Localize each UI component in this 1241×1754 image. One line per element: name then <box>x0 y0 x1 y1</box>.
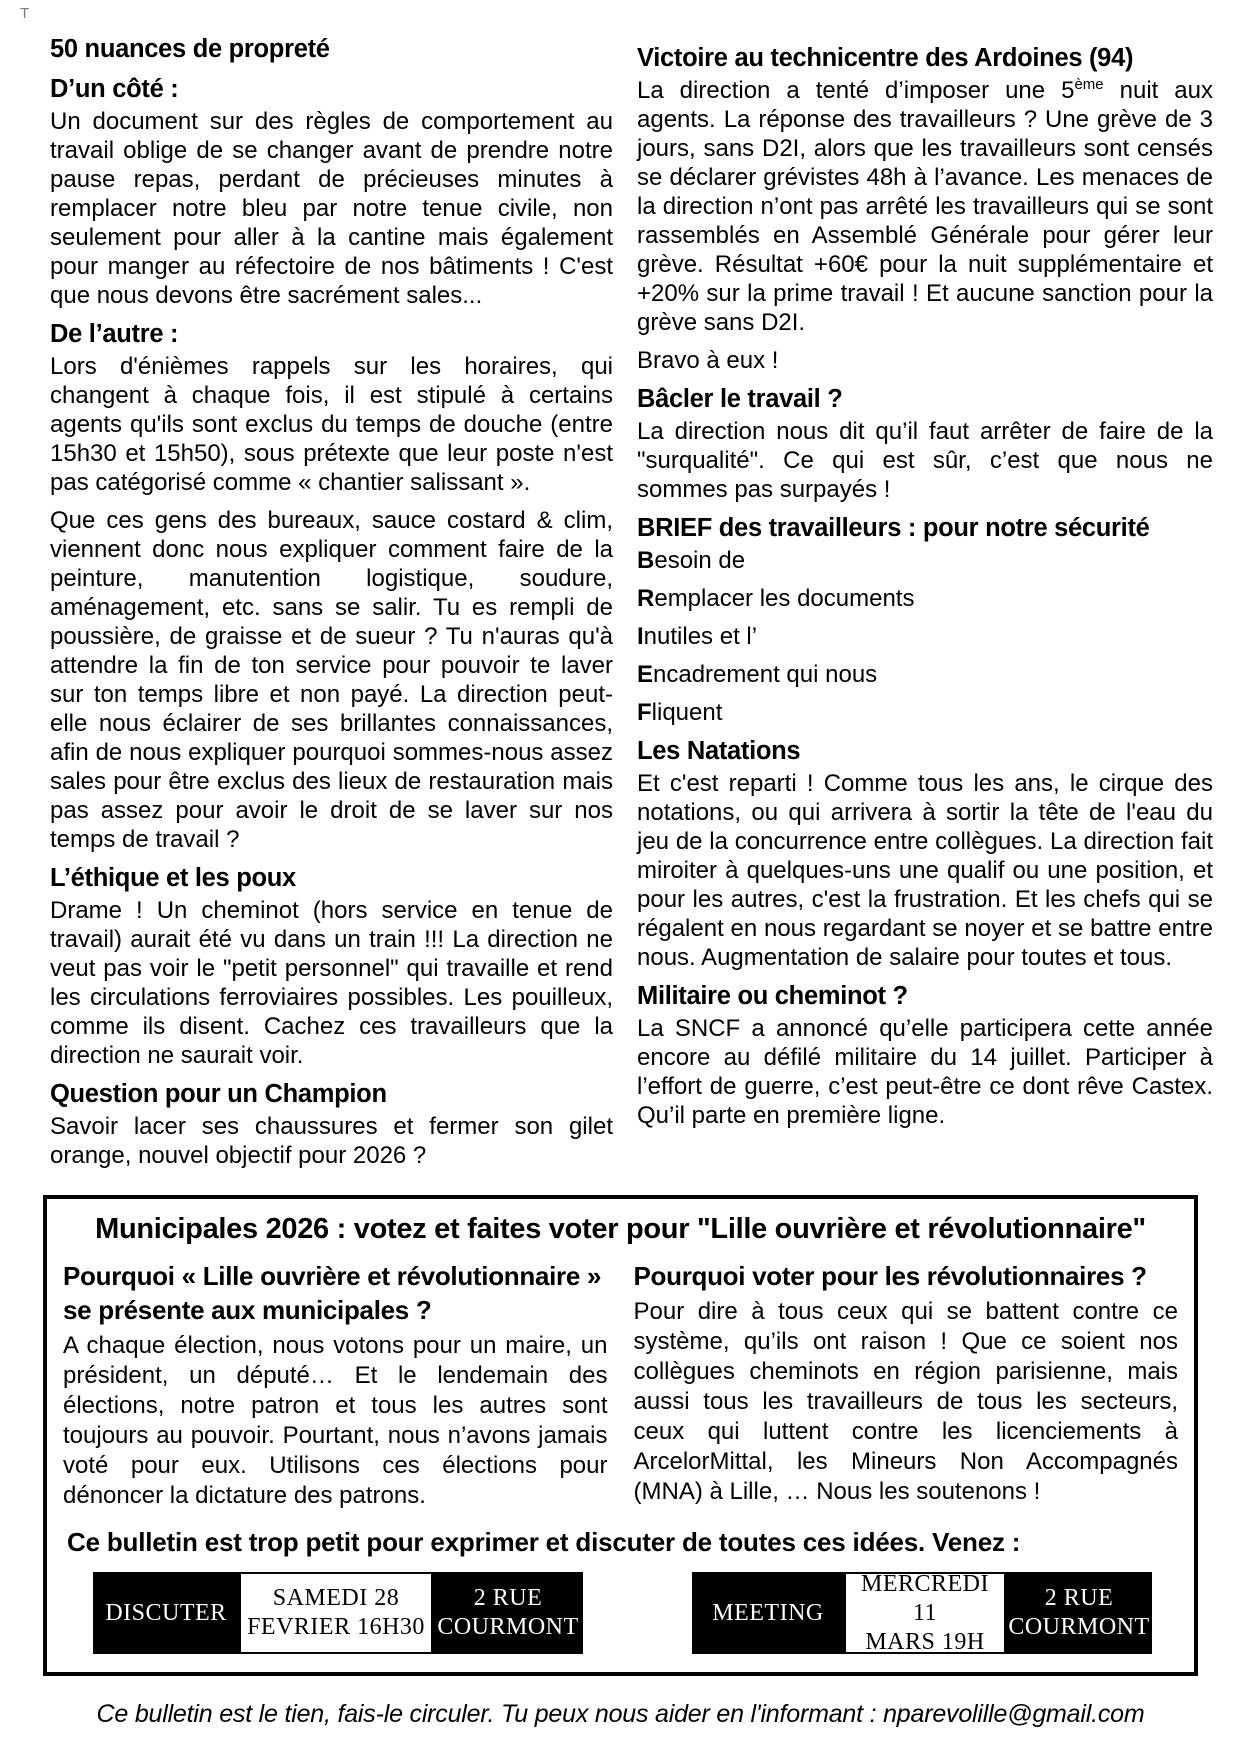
event-meeting-place-line1: 2 RUE <box>1044 1585 1114 1611</box>
event-discuter-date-line1: SAMEDI 28 <box>272 1585 400 1611</box>
brief-initial-r: R <box>637 585 655 612</box>
event-discuter-place-line2: COURMONT <box>437 1614 579 1640</box>
brief-line-i <box>637 622 1213 651</box>
paragraph-chaque-election: A chaque élection, nous votons pour un maire, un président, un député… Et le lendemain des élections, notre patron et tous les autres sont toujours au pouvoir. Pourtant, nous n’avons jamais voté pour eux. Utilisons ces élections pour dénoncer la dictature des patrons. <box>63 1332 608 1509</box>
paragraph-surqualite: La direction nous dit qu’il faut arrêter de faire de la "surqualité". Ce qui est sûr, c’est que nous ne sommes pas surpayés ! <box>637 418 1213 503</box>
heading-les-natations: Les Natations <box>637 737 801 765</box>
left-column <box>50 34 613 1179</box>
paragraph-gens-des-bureaux: Que ces gens des bureaux, sauce costard & clim, viennent donc nous expliquer comment faire de la peinture, manutention logistique, soudure, aménagement, etc. sans se salir. Tu es rempli de poussière, de graisse et de sueur ? Tu n'auras qu'à attendre la fin de ton service pour pouvoir te laver sur ton temps libre et non payé. La direction peut-elle nous éclairer de ses brillantes connaissances, afin de nous expliquer pourquoi sommes-nous assez sales pour être exclus des lieux de restauration mais pas assez pour avoir le droit de se laver sur nos temps de travail ? <box>50 507 613 853</box>
heading-bacler-travail: Bâcler le travail ? <box>637 385 843 413</box>
brief-rest-r: emplacer les documents <box>654 585 915 612</box>
heading-question-champion: Question pour un Champion <box>50 1080 387 1108</box>
footer-share-line: Ce bulletin est le tien, fais-le circuler. Tu peux nous aider en l'informant : nparevolille@gmail.com <box>96 1700 1145 1728</box>
brief-initial-e: E <box>637 661 654 688</box>
victoire-superscript: ème <box>1074 76 1104 93</box>
corner-mark: T <box>20 5 30 22</box>
brief-line-e <box>637 660 1213 689</box>
brief-line-r <box>637 584 1213 613</box>
brief-rest-f: liquent <box>651 699 723 726</box>
event-meeting-place <box>1006 1572 1152 1654</box>
event-meeting-date-line1: MERCREDI 11 <box>860 1570 989 1626</box>
brief-rest-e: ncadrement qui nous <box>653 661 878 688</box>
heading-de-lautre: De l’autre : <box>50 320 179 348</box>
paragraph-notations: Et c'est reparti ! Comme tous les ans, le cirque des notations, ou qui arrivera à sortir la tête de l'eau du jeu de la concurrence entre collègues. La direction fait miroiter à quelques-uns une qualif ou une position, et pour les autres, c'est la frustration. Et les chefs qui se régalent en nous regardant se noyer et se battre entre nous. Augmentation de salaire pour toutes et tous. <box>637 770 1213 971</box>
right-column <box>637 34 1213 1179</box>
paragraph-cheminot-train: Drame ! Un cheminot (hors service en tenue de travail) aurait été vu dans un train !!! La direction ne veut pas voir le "petit personnel" qui travaille et rend les circulations ferroviaires possibles. Les pouilleux, comme ils disent. Cachez ces travailleurs que la direction ne saurait voir. <box>50 897 613 1069</box>
heading-50-nuances: 50 nuances de propreté <box>50 35 330 63</box>
victoire-text-start: La direction a tenté d’imposer une 5 <box>637 77 1075 104</box>
brief-initial-b: B <box>637 547 655 574</box>
event-meeting-date-line2: MARS 19H <box>865 1628 985 1655</box>
event-discuter-date-line2: FEVRIER 16H30 <box>247 1614 425 1640</box>
event-meeting <box>692 1572 1152 1654</box>
event-discuter <box>93 1572 583 1654</box>
event-meeting-type: MEETING <box>692 1572 844 1654</box>
heading-victoire-ardoines: Victoire au technicentre des Ardoines (94) <box>637 44 1134 72</box>
event-strips <box>93 1572 1152 1654</box>
heading-militaire-cheminot: Militaire ou cheminot ? <box>637 982 908 1010</box>
victoire-text-end: nuit aux agents. La réponse des travailleurs ? Une grève de 3 jours, sans D2I, alors que les travailleurs sont censés se déclarer grévistes 48h à l’avance. Les menaces de la direction n’ont pas arrêté les travailleurs qui se sont rassemblés en Assemblé Générale pour gérer leur grève. Résultat +60€ pour la nuit supplémentaire et +20% sur la prime travail ! Et aucune sanction pour la grève sans D2I. <box>637 77 1213 336</box>
event-discuter-place <box>433 1572 583 1654</box>
event-discuter-date <box>239 1572 433 1654</box>
paragraph-bravo: Bravo à eux ! <box>637 347 779 374</box>
municipales-right-column <box>634 1259 1179 1511</box>
event-meeting-place-line2: COURMONT <box>1008 1614 1150 1640</box>
paragraph-victoire-ardoines <box>637 76 1213 337</box>
heading-pourquoi-voter: Pourquoi voter pour les révolutionnaires ? <box>633 1261 1147 1291</box>
heading-ethique-poux: L’éthique et les poux <box>50 864 296 892</box>
brief-acrostic <box>637 546 1213 727</box>
event-meeting-date <box>844 1572 1006 1654</box>
paragraph-document-regles: Un document sur des règles de comportement au travail oblige de se changer avant de prendre notre pause repas, perdant de précieuses minutes à remplacer notre bleu par notre tenue civile, non seulement pour aller à la cantine mais également pour manger au réfectoire de nos bâtiments ! C'est que nous devons être sacrément sales... <box>50 108 613 309</box>
heading-pourquoi-se-presente: Pourquoi « Lille ouvrière et révolutionnaire » se présente aux municipales ? <box>63 1261 602 1325</box>
municipales-left-column <box>63 1259 608 1511</box>
municipales-box <box>43 1195 1198 1676</box>
brief-rest-b: esoin de <box>654 547 746 574</box>
bulletin-cta-line: Ce bulletin est trop petit pour exprimer et discuter de toutes ces idées. Venez : <box>67 1527 1021 1557</box>
municipales-columns <box>63 1259 1178 1511</box>
brief-initial-f: F <box>637 699 652 726</box>
heading-brief-travailleurs: BRIEF des travailleurs : pour notre sécurité <box>637 514 1150 542</box>
brief-rest-i: nutiles et l’ <box>643 623 758 650</box>
event-discuter-type: DISCUTER <box>93 1572 239 1654</box>
paragraph-soutien-luttes: Pour dire à tous ceux qui se battent contre ce système, qu’ils ont raison ! Que ce soient nos collègues cheminots en région parisienne, mais aussi tous les travailleurs de tous les secteurs, ceux qui luttent contre les licenciements à ArcelorMittal, les Mineurs Non Accompagnés (MNA) à Lille, … Nous les soutenons ! <box>633 1298 1178 1505</box>
event-discuter-place-line1: 2 RUE <box>473 1585 543 1611</box>
municipales-box-title: Municipales 2026 : votez et faites voter pour "Lille ouvrière et révolutionnaire" <box>95 1213 1146 1245</box>
brief-line-b <box>637 546 1213 575</box>
heading-dun-cote: D’un côté : <box>50 75 179 103</box>
paragraph-defile-militaire: La SNCF a annoncé qu’elle participera cette année encore au défilé militaire du 14 juillet. Participer à l’effort de guerre, c’est peut-être ce dont rêve Castex. Qu’il parte en première ligne. <box>637 1015 1213 1129</box>
brief-line-f <box>637 698 1213 727</box>
paragraph-gilet-orange: Savoir lacer ses chaussures et fermer son gilet orange, nouvel objectif pour 2026 ? <box>50 1113 613 1169</box>
paragraph-rappels-horaires: Lors d'énièmes rappels sur les horaires, qui changent à chaque fois, il est stipulé à certains agents qu'ils sont exclus du temps de douche (entre 15h30 et 15h50), sous prétexte que leur poste n'est pas catégorisé comme « chantier salissant ». <box>50 353 613 496</box>
brief-initial-i: I <box>637 623 644 650</box>
